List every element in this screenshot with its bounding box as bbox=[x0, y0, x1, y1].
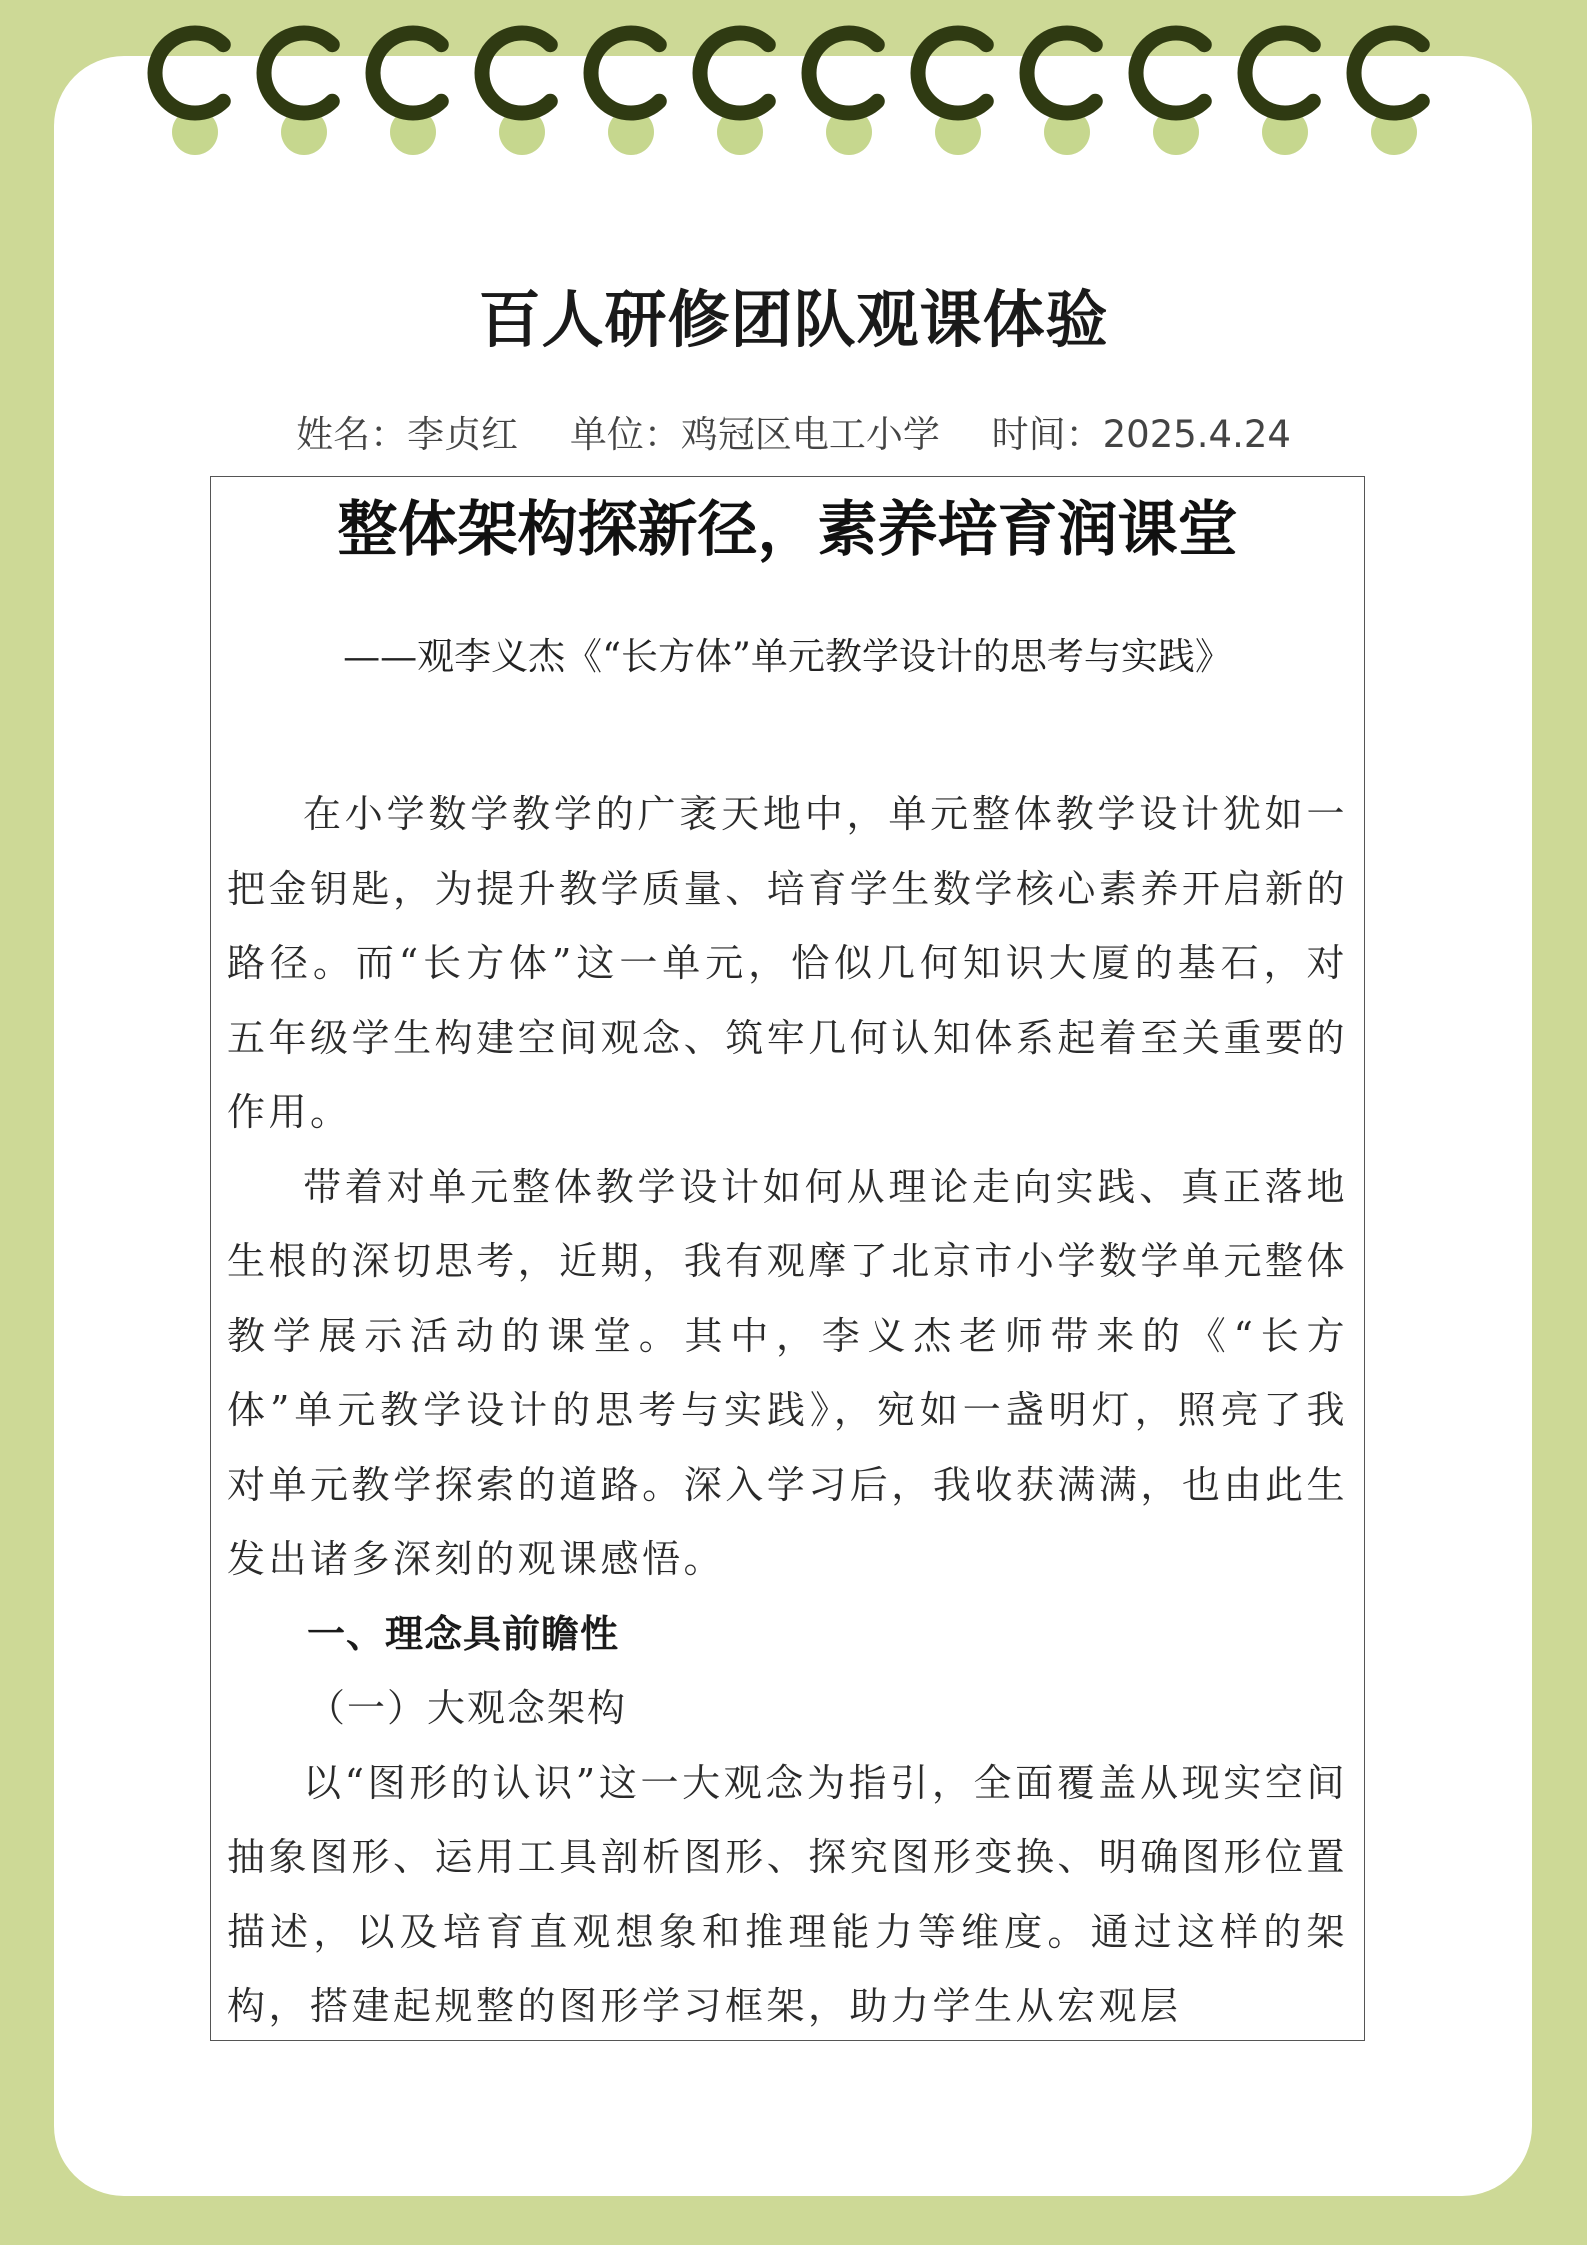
spiral-ring-icon bbox=[1354, 33, 1422, 155]
article-subtitle: ——观李义杰《“长方体”单元教学设计的思考与实践》 bbox=[343, 635, 1232, 678]
paragraph: 在小学数学教学的广袤天地中，单元整体教学设计犹如一把金钥匙，为提升教学质量、培育学生数学核心素养开启新的路径。而“长方体”这一单元，恰似几何知识大厦的基石，对五年级学生构建空间观念、筑牢几何认知体系起着至关重要的作用。 bbox=[227, 792, 1348, 1134]
section-heading: 一、理念具前瞻性 bbox=[307, 1611, 620, 1656]
spiral-ring-icon bbox=[1027, 33, 1095, 155]
paragraph: 以“图形的认识”这一大观念为指引，全面覆盖从现实空间抽象图形、运用工具剖析图形、探究图形变换、明确图形位置描述，以及培育直观想象和推理能力等维度。通过这样的架构，搭建起规整的图形学习框架，助力学生从宏观层 bbox=[227, 1760, 1348, 2028]
spiral-ring-icon bbox=[700, 33, 768, 155]
observation-date: 时间：2025.4.24 bbox=[991, 413, 1291, 456]
spiral-ring-icon bbox=[1245, 33, 1313, 155]
author-unit: 单位：鸡冠区电工小学 bbox=[569, 413, 940, 456]
author-info bbox=[0, 404, 1587, 458]
spiral-ring-icon bbox=[155, 33, 223, 155]
page-title: 百人研修团队观课体验 bbox=[478, 283, 1109, 356]
article-title: 整体架构探新径，素养培育润课堂 bbox=[337, 495, 1238, 565]
subsection-heading: （一）大观念架构 bbox=[307, 1686, 628, 1730]
spiral-ring-icon bbox=[591, 33, 659, 155]
paragraph: 带着对单元整体教学设计如何从理论走向实践、真正落地生根的深切思考，近期，我有观摩了北京市小学数学单元整体教学展示活动的课堂。其中，李义杰老师带来的《“长方体”单元教学设计的思考与实践》，宛如一盏明灯，照亮了我对单元教学探索的道路。深入学习后，我收获满满，也由此生发出诸多深刻的观课感悟。 bbox=[227, 1164, 1348, 1581]
article-box bbox=[210, 476, 1365, 2041]
spiral-ring-icon bbox=[918, 33, 986, 155]
spiral-ring-icon bbox=[482, 33, 550, 155]
spiral-ring-icon bbox=[373, 33, 441, 155]
spiral-ring-icon bbox=[809, 33, 877, 155]
spiral-binding bbox=[0, 0, 1587, 170]
article-content bbox=[227, 777, 1348, 2041]
author-name: 姓名：李贞红 bbox=[296, 413, 519, 456]
spiral-ring-icon bbox=[1136, 33, 1204, 155]
spiral-ring-icon bbox=[264, 33, 332, 155]
